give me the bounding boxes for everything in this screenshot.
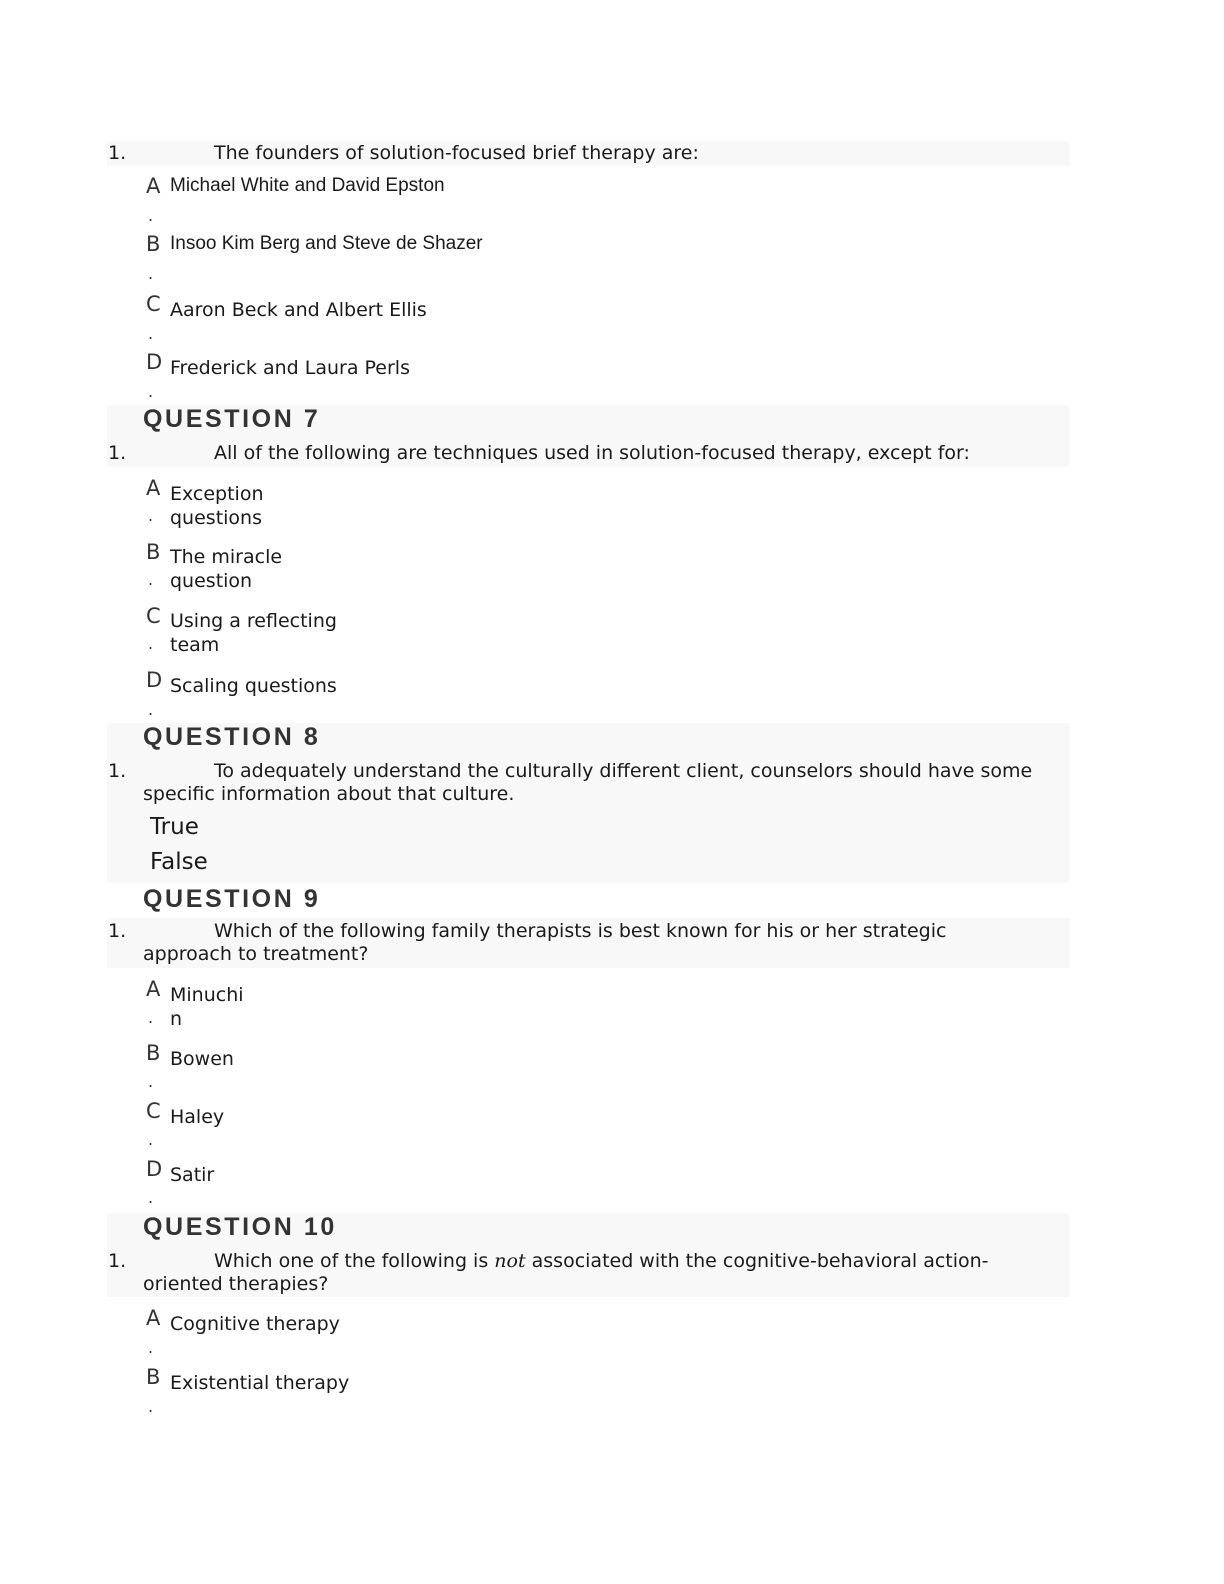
option-dot: . (148, 1072, 154, 1091)
option-dot: . (148, 264, 154, 283)
option-letter-b: B (146, 232, 161, 256)
option-b[interactable]: Bowen (170, 1048, 234, 1070)
option-a-line1: Exception (170, 483, 264, 505)
option-b[interactable] (170, 545, 282, 593)
option-a-line1: Minuchi (170, 984, 244, 1006)
option-dot: . (148, 1338, 154, 1357)
option-dot: . (148, 634, 154, 653)
option-dot: . (148, 1130, 154, 1149)
option-a[interactable] (170, 983, 244, 1031)
option-letter-a: A (146, 1306, 161, 1330)
option-dot: . (148, 324, 154, 343)
option-a[interactable]: Michael White and David Epston (170, 175, 445, 196)
option-c[interactable]: Aaron Beck and Albert Ellis (170, 299, 427, 321)
option-letter-a: A (146, 977, 161, 1001)
question-prompt: The founders of solution-focused brief therapy are: (214, 142, 699, 164)
option-letter-b: B (146, 1041, 161, 1065)
option-dot: . (148, 382, 154, 401)
question-number: 1. (108, 760, 127, 782)
option-c-line1: Using a reflecting (170, 610, 337, 632)
question-number: 1. (108, 142, 127, 164)
option-dot: . (148, 506, 154, 525)
option-dot: . (148, 1008, 154, 1027)
question-prompt-line1: To adequately understand the culturally different client, counselors should have some (214, 760, 1033, 782)
option-a[interactable] (170, 482, 264, 530)
option-letter-a: A (146, 174, 161, 198)
option-d[interactable]: Frederick and Laura Perls (170, 357, 410, 379)
question-heading: QUESTION 10 (143, 1213, 337, 1241)
option-letter-a: A (146, 476, 161, 500)
option-a-line2: questions (170, 507, 262, 529)
option-c[interactable]: Haley (170, 1106, 225, 1128)
question-heading: QUESTION 9 (143, 885, 321, 913)
question-prompt: All of the following are techniques used in solution-focused therapy, except for: (214, 442, 970, 464)
option-dot: . (148, 570, 154, 589)
question-prompt-line2: approach to treatment? (143, 943, 369, 965)
option-letter-b: B (146, 540, 161, 564)
question-heading: QUESTION 8 (143, 723, 321, 751)
option-letter-c: C (146, 1099, 161, 1123)
question-prompt-line2: specific information about that culture. (143, 783, 515, 805)
question-prompt-line1 (214, 1250, 989, 1273)
option-dot: . (148, 1397, 154, 1416)
option-dot: . (148, 700, 154, 719)
option-dot: . (148, 206, 154, 225)
option-b-line2: question (170, 570, 253, 592)
choice-false[interactable]: False (150, 849, 208, 875)
question-number: 1. (108, 920, 127, 942)
option-b[interactable]: Existential therapy (170, 1372, 350, 1394)
option-d[interactable]: Satir (170, 1164, 215, 1186)
question-prompt-line1: Which of the following family therapists is best known for his or her strategic (214, 920, 947, 942)
question-number: 1. (108, 442, 127, 464)
prompt-emphasis: not (494, 1250, 526, 1272)
question-prompt-line2: oriented therapies? (143, 1273, 329, 1295)
option-a[interactable]: Cognitive therapy (170, 1313, 340, 1335)
option-dot: . (148, 1188, 154, 1207)
option-d[interactable]: Scaling questions (170, 675, 337, 697)
option-letter-c: C (146, 292, 161, 316)
option-b[interactable]: Insoo Kim Berg and Steve de Shazer (170, 233, 483, 254)
option-c[interactable] (170, 609, 337, 657)
choice-true[interactable]: True (150, 814, 199, 840)
question-number: 1. (108, 1250, 127, 1272)
option-a-line2: n (170, 1008, 183, 1030)
option-letter-d: D (146, 350, 163, 374)
prompt-text-part: associated with the cognitive-behavioral action- (525, 1250, 989, 1272)
prompt-text-part: Which one of the following is (214, 1250, 495, 1272)
option-letter-c: C (146, 604, 161, 628)
option-letter-b: B (146, 1365, 161, 1389)
option-letter-d: D (146, 1157, 163, 1181)
option-letter-d: D (146, 668, 163, 692)
option-b-line1: The miracle (170, 546, 283, 568)
question-heading: QUESTION 7 (143, 405, 321, 433)
option-c-line2: team (170, 634, 220, 656)
